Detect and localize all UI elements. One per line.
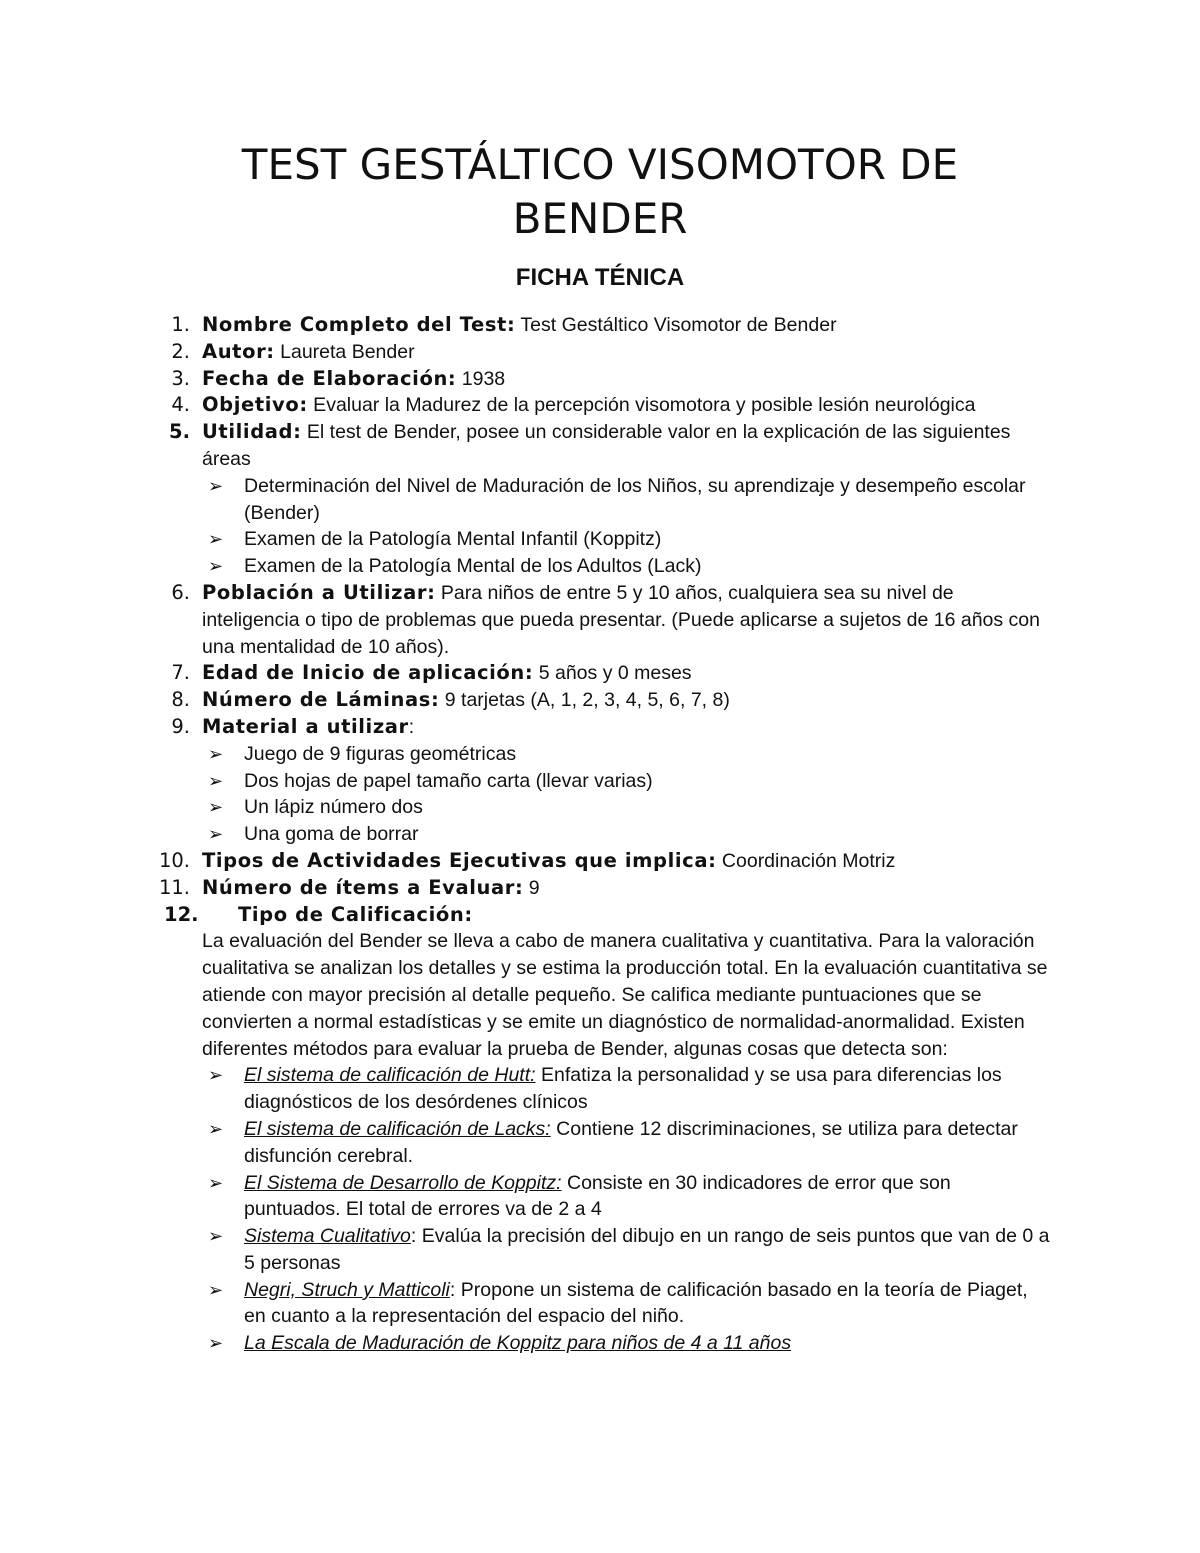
bullet-text: Examen de la Patología Mental de los Adultos (Lack)	[244, 555, 702, 578]
arrow-bullet-icon: ➢	[208, 556, 224, 577]
bullet-item	[0, 821, 1200, 848]
bullet-text: Determinación del Nivel de Maduración de los Niños, su aprendizaje y desempeño escolar (Bender)	[244, 474, 1026, 524]
item-label: Edad de Inicio de aplicación:	[202, 661, 534, 685]
bullet-item	[0, 1116, 1200, 1170]
item-number: 11.	[158, 875, 190, 899]
arrow-bullet-icon: ➢	[208, 1333, 224, 1354]
item-text: 5 años y 0 meses	[533, 662, 692, 685]
item-text: 1938	[456, 367, 506, 390]
method-name: Sistema Cualitativo	[244, 1225, 411, 1248]
arrow-bullet-icon: ➢	[208, 1226, 224, 1247]
bullet-item	[0, 1223, 1200, 1277]
item-number: 5.	[169, 420, 190, 444]
item-label: Número de Láminas:	[202, 688, 440, 712]
item-number: 2.	[171, 339, 190, 363]
document-subtitle: FICHA TÉNICA	[515, 264, 685, 291]
item-text: El test de Bender, posee un considerable valor en la explicación de las siguientes áreas	[202, 421, 1011, 470]
bullet-text: Examen de la Patología Mental Infantil (Koppitz)	[244, 528, 662, 551]
item-label: Población a Utilizar:	[202, 580, 436, 604]
item-text: Test Gestáltico Visomotor de Bender	[515, 314, 837, 336]
method-name: El sistema de calificación de Hutt:	[244, 1064, 536, 1087]
list-item	[0, 419, 1200, 473]
item-number: 9.	[171, 714, 190, 738]
bullet-text: Una goma de borrar	[244, 823, 419, 846]
item-text: Laureta Bender	[274, 340, 415, 363]
arrow-bullet-icon: ➢	[208, 1172, 224, 1193]
item-number: 8.	[171, 688, 190, 712]
item-number: 12.	[164, 902, 199, 926]
item-label: Utilidad:	[202, 420, 302, 444]
arrow-bullet-icon: ➢	[208, 1279, 224, 1300]
bullet-item	[0, 1062, 1200, 1116]
arrow-bullet-icon: ➢	[208, 824, 224, 845]
item-label: Objetivo:	[202, 393, 308, 417]
bullet-text: Un lápiz número dos	[244, 796, 423, 819]
arrow-bullet-icon: ➢	[208, 743, 224, 764]
document-title: TEST GESTÁLTICO VISOMOTOR DE BENDER	[241, 140, 959, 243]
list-item	[0, 392, 1200, 419]
item-label: Autor:	[202, 339, 275, 363]
bullet-item	[0, 553, 1200, 580]
list-item	[0, 580, 1200, 660]
item-number: 7.	[171, 661, 190, 685]
item-number: 10.	[158, 848, 190, 872]
item-number: 4.	[171, 393, 190, 417]
method-name: La Escala de Maduración de Koppitz para niños de 4 a 11 años	[244, 1332, 792, 1355]
arrow-bullet-icon: ➢	[208, 529, 224, 550]
method-name: El sistema de calificación de Lacks:	[244, 1117, 551, 1140]
bullet-item	[0, 526, 1200, 553]
list-item	[0, 875, 1200, 902]
method-desc: Consiste en 30 indicadores de error que son puntuados. El total de errores va de 2 a 4	[244, 1171, 951, 1221]
item-text: Evaluar la Madurez de la percepción visomotora y posible lesión neurológica	[307, 394, 976, 417]
list-item	[0, 339, 1200, 366]
item-label: Nombre Completo del Test:	[202, 313, 516, 336]
item-number: 6.	[171, 580, 190, 604]
method-desc: : Evalúa la precisión del dibujo en un rango de seis puntos que van de 0 a 5 personas	[244, 1225, 1050, 1274]
item-text: 9	[523, 876, 540, 899]
arrow-bullet-icon: ➢	[208, 1065, 224, 1086]
bullet-text: Dos hojas de papel tamaño carta (llevar varias)	[244, 769, 653, 792]
bullet-item	[0, 473, 1200, 527]
bullet-item	[0, 1170, 1200, 1224]
bullet-item	[0, 768, 1200, 795]
arrow-bullet-icon: ➢	[208, 770, 224, 791]
arrow-bullet-icon: ➢	[208, 475, 224, 496]
item-text: :	[408, 715, 415, 738]
list-item	[0, 660, 1200, 687]
arrow-bullet-icon: ➢	[208, 797, 224, 818]
method-desc: : Propone un sistema de calificación basado en la teoría de Piaget, en cuanto a la representación del espacio del niño.	[244, 1278, 1028, 1328]
method-name: Negri, Struch y Matticoli	[244, 1278, 450, 1301]
item-label: Número de ítems a Evaluar:	[202, 875, 524, 899]
list-item	[0, 312, 1200, 339]
list-item	[0, 687, 1200, 714]
item-text: 9 tarjetas (A, 1, 2, 3, 4, 5, 6, 7, 8)	[439, 689, 730, 712]
list-item	[0, 902, 1200, 929]
bullet-item	[0, 1277, 1200, 1331]
list-item	[0, 714, 1200, 741]
bullet-item	[0, 794, 1200, 821]
bullet-text: Juego de 9 figuras geométricas	[244, 742, 517, 765]
method-desc: Enfatiza la personalidad y se usa para diferencias los diagnósticos de los desórdenes clínicos	[244, 1064, 1002, 1114]
bullet-item	[0, 1330, 1200, 1357]
arrow-bullet-icon: ➢	[208, 1118, 224, 1139]
item-label: Material a utilizar	[202, 714, 409, 738]
item-number: 1.	[171, 313, 190, 336]
method-desc: Contiene 12 discriminaciones, se utiliza para detectar disfunción cerebral.	[244, 1117, 1018, 1167]
item-label: Tipo de Calificación:	[238, 902, 473, 926]
calificacion-paragraph: La evaluación del Bender se lleva a cabo de manera cualitativa y cuantitativa. Para la valoración cualitativa se analizan los detalles y se estima la producción total. En la evaluación cuantitativa se atiende con mayor precisión al detalle pequeño. Se califica mediante puntuaciones que se convierten a normal estadísticas y se emite un diagnóstico de normalidad-anormalidad. Existen diferentes métodos para evaluar la prueba de Bender, algunas cosas que detecta son:	[202, 930, 1048, 1060]
method-name: El Sistema de Desarrollo de Koppitz:	[244, 1171, 562, 1194]
item-number: 3.	[171, 366, 190, 390]
list-item	[0, 366, 1200, 393]
item-text: Para niños de entre 5 y 10 años, cualquiera sea su nivel de inteligencia o tipo de problemas que pueda presentar. (Puede aplicarse a sujetos de 16 años con una mentalidad de 10 años).	[202, 581, 1040, 658]
item-label: Fecha de Elaboración:	[202, 366, 457, 390]
item-text: Coordinación Motriz	[716, 849, 896, 872]
fact-sheet-list	[0, 312, 1200, 1357]
list-item	[0, 848, 1200, 875]
bullet-item	[0, 741, 1200, 768]
item-label: Tipos de Actividades Ejecutivas que implica:	[202, 848, 717, 872]
